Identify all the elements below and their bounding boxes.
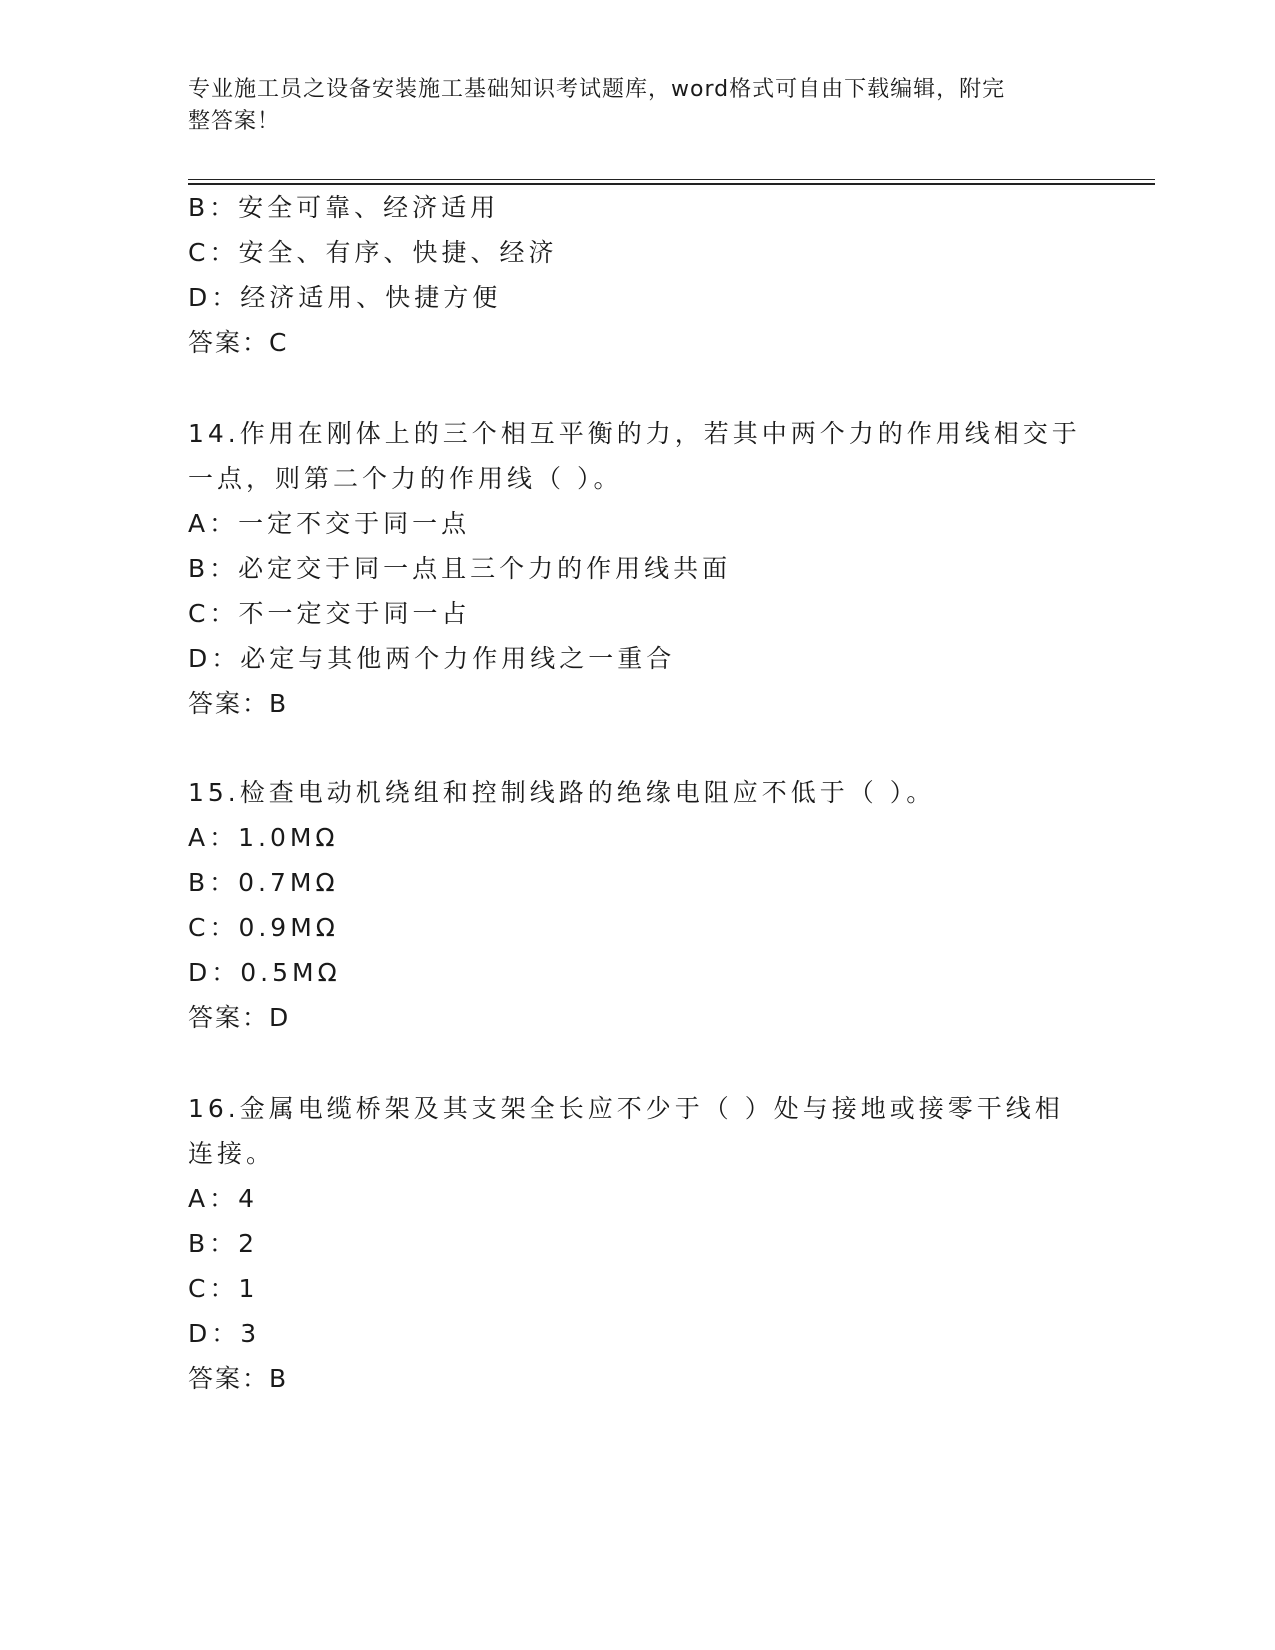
q16-stem-line-2: 连接。 xyxy=(188,1139,276,1168)
q14-stem-line-2: 一点，则第二个力的作用线（ ）。 xyxy=(188,464,623,493)
q15-answer: 答案：D xyxy=(188,1003,291,1032)
q14-answer: 答案：B xyxy=(188,689,289,718)
q16-option-c: C：1 xyxy=(188,1274,259,1303)
document-header xyxy=(188,74,1068,138)
q15-option-c: C：0.9MΩ xyxy=(188,913,339,942)
q15-option-b: B：0.7MΩ xyxy=(188,868,339,897)
q15-option-d: D：0.5MΩ xyxy=(188,958,341,987)
q14-option-a: A：一定不交于同一点 xyxy=(188,509,471,538)
q16-option-a: A：4 xyxy=(188,1184,259,1213)
q16-option-d: D：3 xyxy=(188,1319,261,1348)
q16-option-b: B：2 xyxy=(188,1229,259,1258)
header-divider-thick xyxy=(188,183,1155,185)
q14-option-b: B：必定交于同一点且三个力的作用线共面 xyxy=(188,554,732,583)
q15-stem-line-1: 15.检查电动机绕组和控制线路的绝缘电阻应不低于（ ）。 xyxy=(188,778,936,807)
q14-option-c: C：不一定交于同一占 xyxy=(188,599,471,628)
q13-option-d: D：经济适用、快捷方便 xyxy=(188,283,502,312)
header-line-2: 整答案！ xyxy=(188,109,281,134)
q13-option-c: C：安全、有序、快捷、经济 xyxy=(188,238,558,267)
q16-answer: 答案：B xyxy=(188,1364,289,1393)
q14-stem-line-1: 14.作用在刚体上的三个相互平衡的力，若其中两个力的作用线相交于 xyxy=(188,419,1081,448)
q13-option-b: B：安全可靠、经济适用 xyxy=(188,193,500,222)
q13-answer: 答案：C xyxy=(188,328,289,357)
q16-stem-line-1: 16.金属电缆桥架及其支架全长应不少于（ ）处与接地或接零干线相 xyxy=(188,1094,1064,1123)
header-line-1: 专业施工员之设备安装施工基础知识考试题库，word格式可自由下载编辑，附完 xyxy=(188,77,1006,102)
q15-option-a: A：1.0MΩ xyxy=(188,823,339,852)
header-divider-thin xyxy=(188,179,1155,180)
q14-option-d: D：必定与其他两个力作用线之一重合 xyxy=(188,644,676,673)
